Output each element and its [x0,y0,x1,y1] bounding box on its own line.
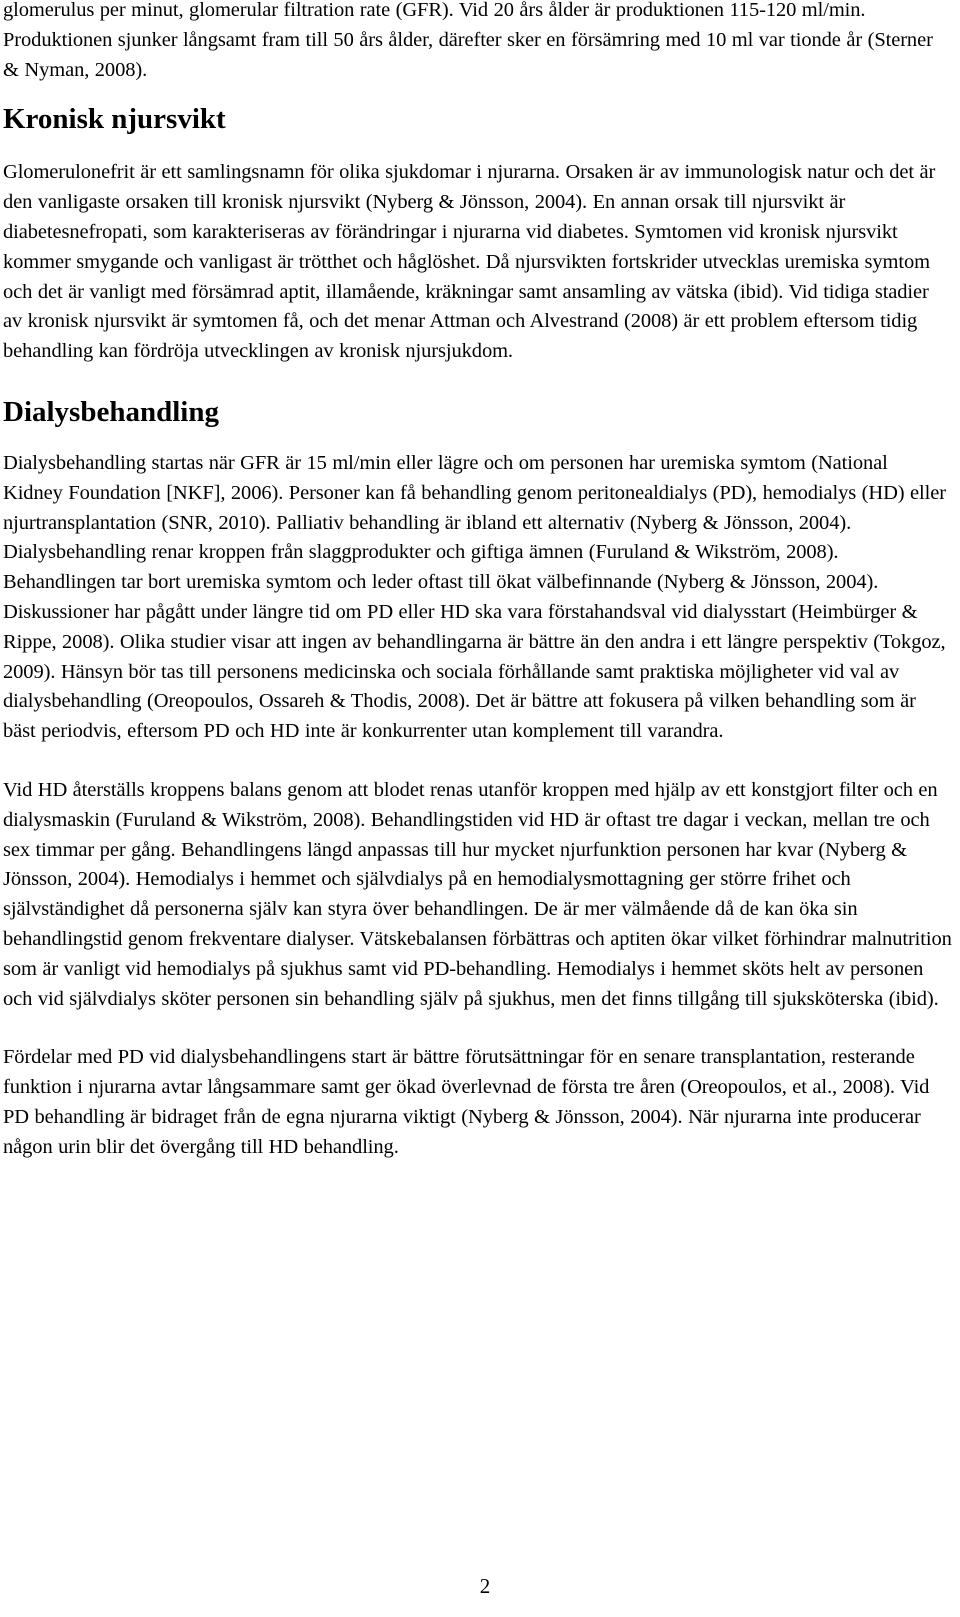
paragraph-dialys-1: Dialysbehandling startas när GFR är 15 ml/min eller lägre och om personen har uremiska symtom (National Kidney Foundation [NKF], 2006). Personer kan få behandling genom peritonealdialys (PD), hemodialys (HD) eller njurtransplantation (SNR, 2010). Palliativ behandling är ibland ett alternativ (Nyberg & Jönsson, 2004). Dialysbehandling renar kroppen från slaggprodukter och giftiga ämnen (Furuland & Wikström, 2008). Behandlingen tar bort uremiska symtom och leder oftast till ökat välbefinnande (Nyberg & Jönsson, 2004). Diskussioner har pågått under längre tid om PD eller HD ska vara förstahandsval vid dialysstart (Heimbürger & Rippe, 2008). Olika studier visar att ingen av behandlingarna är bättre än den andra i ett längre perspektiv (Tokgoz, 2009). Hänsyn bör tas till personens medicinska och sociala förhållande samt praktiska möjligheter vid val av dialysbehandling (Oreopoulos, Ossareh & Thodis, 2008). Det är bättre att fokusera på vilken behandling som är bäst periodvis, eftersom PD och HD inte är konkurrenter utan komplement till varandra. [3,451,946,743]
paragraph-kronisk-njursvikt: Glomerulonefrit är ett samlingsnamn för olika sjukdomar i njurarna. Orsaken är av immunologisk natur och det är den vanligaste orsaken till kronisk njursvikt (Nyberg & Jönsson, 2004). En annan orsak till njursvikt är diabetesnefropati, som karakteriseras av förändringar i njurarna vid diabetes. Symtomen vid kronisk njursvikt kommer smygande och vanligast är trötthet och håglöshet. Då njursvikten fortskrider utvecklas uremiska symtom och det är vanligt med försämrad aptit, illamående, kräkningar samt ansamling av vätska (ibid). Vid tidiga stadier av kronisk njursvikt är symtomen få, och det menar Attman och Alvestrand (2008) är ett problem eftersom tidig behandling kan fördröja utvecklingen av kronisk njursjukdom. [3,161,936,363]
section-heading-kronisk-njursvikt: Kronisk njursvikt [3,103,226,136]
paragraph-dialys-2: Vid HD återställs kroppens balans genom att blodet renas utanför kroppen med hjälp av ett konstgjort filter och en dialysmaskin (Furuland & Wikström, 2008). Behandlingstiden vid HD är oftast tre dagar i veckan, mellan tre och sex timmar per gång. Behandlingens längd anpassas till hur mycket njurfunktion personen har kvar (Nyberg & Jönsson, 2004). Hemodialys i hemmet och självdialys på en hemodialysmottagning ger större frihet och självständighet då personerna själv kan styra över behandlingen. De är mer välmående då de kan öka sin behandlingstid genom frekventare dialyser. Vätskebalansen förbättras och aptiten ökar vilket förhindrar malnutrition som är vanligt vid hemodialys på sjukhus samt vid PD-behandling. Hemodialys i hemmet sköts helt av personen och vid självdialys sköter personen sin behandling själv på sjukhus, men det finns tillgång till sjuksköterska (ibid). [3,778,952,1010]
intro-paragraph: glomerulus per minut, glomerular filtration rate (GFR). Vid 20 års ålder är produktionen 115-120 ml/min. Produktionen sjunker långsamt fram till 50 års ålder, därefter sker en försämring med 10 ml var tionde år (Sterner & Nyman, 2008). [3,0,933,81]
paragraph-dialys-3: Fördelar med PD vid dialysbehandlingens start är bättre förutsättningar för en senare transplantation, resterande funktion i njurarna avtar långsammare samt ger ökad överlevnad de första tre åren (Oreopoulos, et al., 2008). Vid PD behandling är bidraget från de egna njurarna viktigt (Nyberg & Jönsson, 2004). När njurarna inte producerar någon urin blir det övergång till HD behandling. [3,1046,930,1158]
paragraph-gap [3,747,952,776]
paragraph-gap [3,1014,952,1043]
section-heading-dialysbehandling: Dialysbehandling [3,395,219,428]
page-number: 2 [479,1574,491,1598]
